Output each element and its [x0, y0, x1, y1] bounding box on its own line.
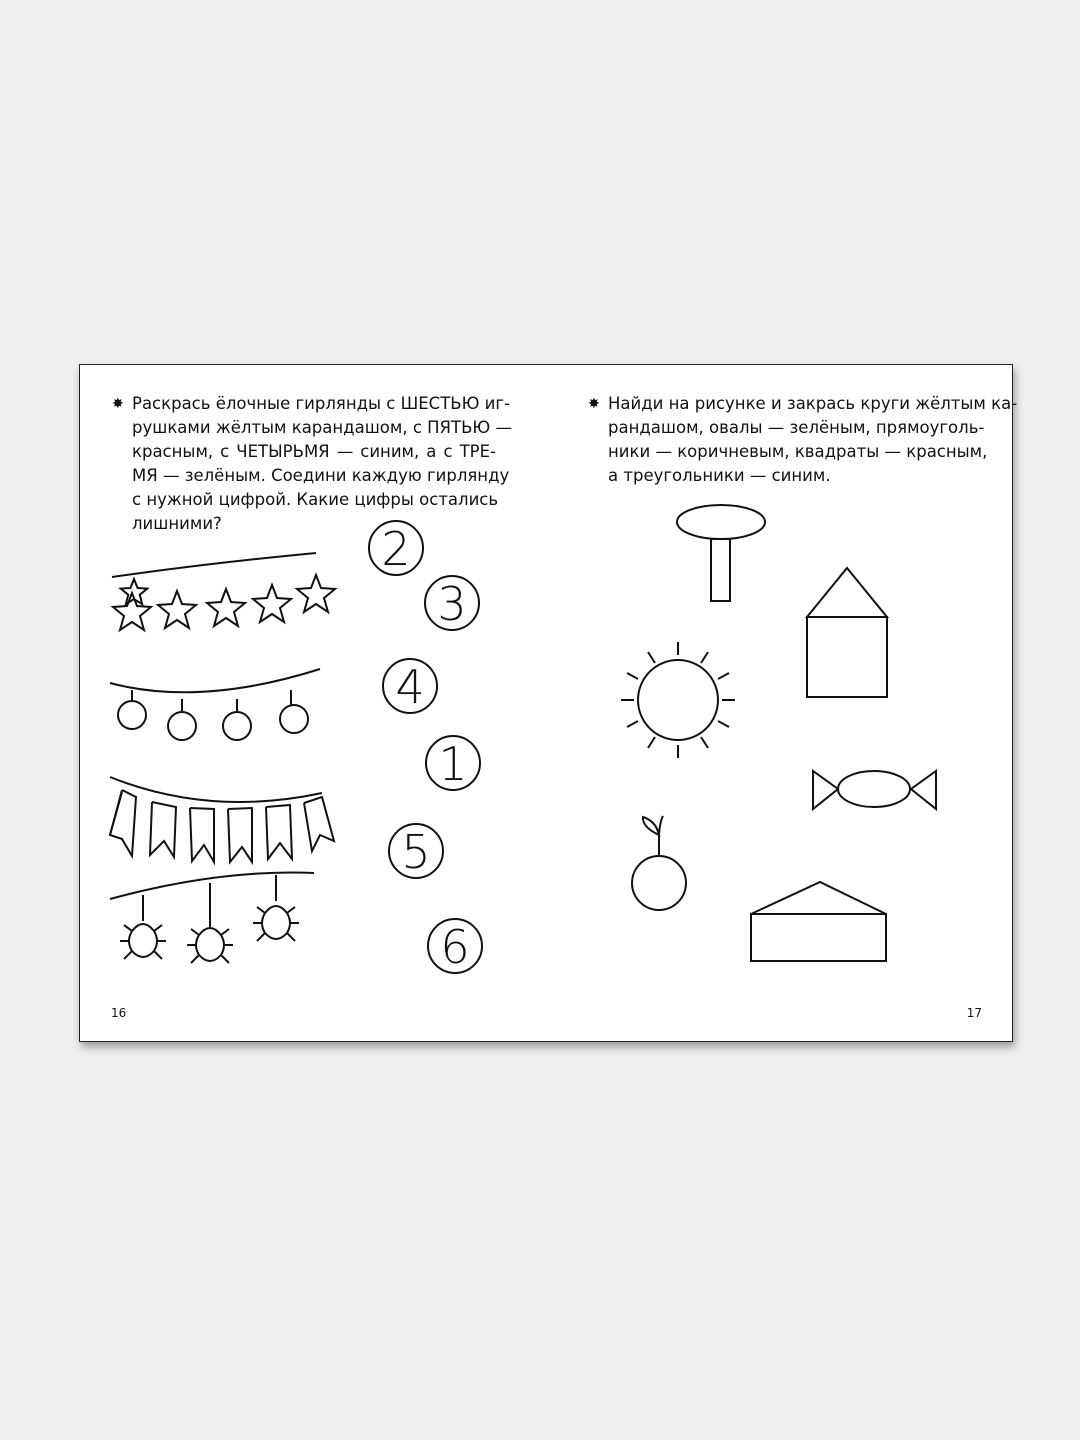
apple-shape	[632, 816, 686, 910]
ball-ornament	[280, 705, 308, 733]
illustrations	[80, 365, 1018, 1043]
ball-ornament	[223, 712, 251, 740]
bug-ornament	[253, 906, 299, 941]
book-spread	[79, 364, 1018, 1042]
ball-ornament	[168, 712, 196, 740]
task-line: рушками жёлтым карандашом, с ПЯТЬЮ —	[132, 418, 512, 437]
page-number-left: 16	[111, 1006, 127, 1020]
flag-garland	[110, 777, 334, 862]
flag-ornament	[110, 790, 136, 856]
flag-ornament	[150, 802, 176, 857]
digit-label: 3	[437, 577, 467, 631]
page-number-right: 17	[966, 1006, 982, 1020]
star-garland	[112, 553, 335, 630]
star-ornament	[158, 591, 196, 628]
digit-label: 2	[381, 522, 411, 576]
flag-ornament	[304, 797, 334, 851]
star-ornament	[207, 589, 245, 626]
task-line: красным, с ЧЕТЫРЬМЯ — синим, а с ТРЕ-	[132, 442, 496, 461]
digit-label: 1	[438, 737, 468, 791]
bug-garland	[110, 873, 314, 963]
task-line: рандашом, овалы — зелёным, прямоуголь-	[608, 418, 985, 437]
digit-label: 5	[401, 825, 431, 879]
flag-ornament	[228, 808, 252, 862]
ball-ornament	[118, 701, 146, 729]
digit-circles	[369, 521, 482, 974]
bug-ornament	[120, 924, 166, 959]
task-line: Найди на рисунке и закрась круги жёлтым ка-	[608, 394, 1018, 413]
ball-garland	[110, 669, 320, 740]
sun-shape	[621, 642, 735, 758]
bug-ornament	[187, 928, 233, 963]
task-line: лишними?	[132, 514, 222, 533]
house-shape	[807, 568, 887, 697]
candy-shape	[813, 771, 936, 809]
task-line: ники — коричневым, квадраты — красным,	[608, 442, 988, 461]
flag-ornament	[266, 805, 292, 859]
star-ornament	[113, 593, 151, 630]
task-line: Раскрась ёлочные гирлянды с ШЕСТЬЮ иг-	[132, 394, 510, 413]
mushroom-shape	[677, 505, 765, 601]
star-ornament	[297, 575, 335, 612]
task-line: МЯ — зелёным. Соедини каждую гирлянду	[132, 466, 510, 485]
star-bullet-icon: ✸	[588, 396, 600, 412]
task-line: а треугольники — синим.	[608, 466, 831, 485]
task-line: с нужной цифрой. Какие цифры остались	[132, 490, 499, 509]
star-ornament	[253, 585, 291, 622]
digit-label: 4	[395, 660, 425, 714]
digit-label: 6	[440, 920, 470, 974]
star-bullet-icon: ✸	[112, 396, 124, 412]
flag-ornament	[190, 808, 214, 862]
cheese-shape	[751, 882, 886, 961]
